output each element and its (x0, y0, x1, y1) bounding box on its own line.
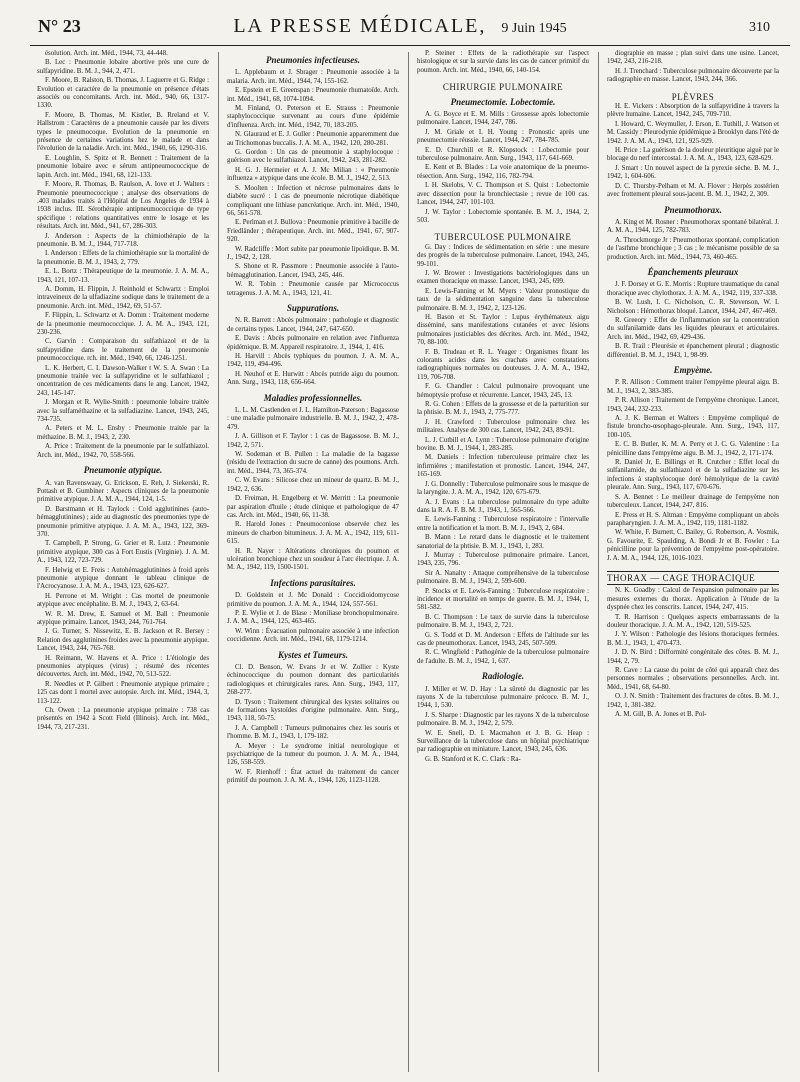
reference-entry: H. Harvill : Abcès typhiques du poumon. J. A. M. A., 1942, 119, 494-496. (227, 353, 399, 369)
column-1 (37, 50, 209, 1080)
reference-entry: N. R. Barrett : Abcès pulmonaire : pathologie et diagnostic de certains types. Lancet, 1944, 247, 647-650. (227, 317, 399, 333)
reference-entry: F. G. Chandler : Calcul pulmonaire provoquant une hémoptysie profuse et récurrente. Lancet, 1943, 245, 13. (417, 383, 589, 399)
reference-entry: J. F. Dorsey et G. E. Morris : Rupture traumatique du canal thoracique avec chylothorax. J. A. M. A., 1942, 119, 337-338. (607, 281, 779, 297)
reference-entry: R. Needles et P. Gilbert : Pneumonie atypique primaire ; 125 cas dont 1 mortel avec autopsie. Arch. int. Méd., 1944, 3, 113-122. (37, 680, 209, 705)
reference-entry: P. R. Allison : Comment traiter l'empyème pleural aigu. B. M. J., 1943, 2, 383-385. (607, 379, 779, 395)
reference-entry: J. M. Griale et I. H. Young : Pronostic après une pneumectomie réussie. Lancet, 1944, 247, 784-785. (417, 128, 589, 145)
journal-name: LA PRESSE MÉDICALE, (233, 15, 487, 37)
reference-entry: B. Mann : Le retard dans le diagnostic et le traitement sanatorial de la phtisie. B. M. J., 1943, 1, 283. (417, 534, 589, 550)
reference-entry: Cl. D. Benson, W. Evans Jr et W. Zollier : Kyste échinococcique du poumon donnant des particularités radiologiques et chirurgicales rares. Ann. Surg., 1943, 117, 268-277. (227, 664, 399, 697)
reference-entry: F. B. Trudeau et R. L. Yeager : Organismes fixant les colorants acides dans les crachats avec constatations radiographiques normales ou douteuses. J. A. M. A., 1942, 119, 706-708. (417, 348, 589, 381)
reference-entry: F. Moore, R. Thomas, B. Raulson, A. Iove et J. Walters : Pneumonie pneumococcique ; analyse des observations de .403 malades traités à l'Hôpital de Los Angeles de 1934 à 1938 inclus. III. Sérothérapie antipneumococcique de type spécifique : relations quantitatives entre le losage et les résultats. Arch. int. Méd., 941, 67, 286-303. (37, 181, 209, 231)
reference-entry: R. C. Wingfield : Pathogénie de la tuberculose pulmonaire de l'adulte. B. M. J., 1942, 1, 637. (417, 649, 589, 665)
reference-entry: E. Perlman et J. Bullova : Pneumonie primitive à bacille de Friedländer ; thérapeutique. Arch. int. Méd., 1941, 67, 907-920. (227, 219, 399, 244)
column-divider (408, 52, 409, 1072)
reference-entry: F. Flippin, L. Schwartz et A. Domm : Traitement moderne de la pneumonie meumococcique. J. A. M. A., 1943, 121, 230-236. (37, 312, 209, 336)
reference-entry: S. Moolten : Infection et nécrose pulmonaires dans le diabète sucré : 1 cas de pneumonie nécrotique diabétique compliquant une lithiase pancréatique. Arch. int. Méd., 1940, 66, 561-578. (227, 184, 399, 217)
reference-entry: D. Goldstein et J. Mc Donald : Coccidioidomycose primitive du poumon. J. A. M. A., 1944, 124, 557-561. (227, 592, 399, 608)
reference-entry: J. Smart : Un nouvel aspect de la pyrexie sèche. B. M. J., 1942, 1, 604-606. (607, 164, 779, 181)
reference-entry: E. Lewis-Fanning : Tuberculose respiratoire : l'intervalle entre la notification et la mort. B. M. J., 1943, 2, 684. (417, 516, 589, 532)
page-number: 310 (749, 20, 770, 35)
reference-entry: E. Lewis-Fanning et M. Myers : Valeur pronostique du taux de la sédimentation sanguine dans la tuberculose pulmonaire. B. M. J., 1942, 2, 123-126. (417, 287, 589, 312)
reference-entry: A. Domm, H. Flippin, J. Reinhold et Schwartz : Emploi intraveineux de la ulfadiazine sodique dans le traitement de a pneumonie. Arch. int. Méd., 1942, 69, 51-57. (37, 285, 209, 310)
subsection-heading: Maladies professionnelles. (263, 392, 363, 403)
reference-entry: F. Moore, B. Ralston, B. Thomas, J. Laguerre et G. Ridge : Evolution et caractère de la pneumonie en présence d'états associés ou concomitants. Arch. int. Méd., 940, 66, 1317-1330. (37, 77, 209, 110)
reference-entry: J. Y. Wilson : Pathologie des lésions thoraciques fermées. B. M. J., 1943, 1, 470-473. (607, 631, 779, 647)
reference-entry: J. A. Campbell : Tumeurs pulmonaires chez les souris et l'homme. B. M. J., 1943, 1, 179-182. (227, 724, 399, 741)
subsection-heading: Épanchements pleuraux (647, 266, 739, 277)
reference-entry: D. C. Thursby-Pelham et M. A. Flover : Herpès zostérien avec frottement pleural sous-jacent. B. M. J., 1942, 2, 309. (607, 182, 779, 199)
section-heading: PLÈVRES (671, 91, 715, 102)
reference-entry: J. Miller et W. D. Hay : La sûreté du diagnostic par les rayons X de la tuberculose pulmonaire précoce. B. M. J., 1944, 1, 530. (417, 685, 589, 710)
reference-entry: G. Day : Indices de sédimentation en série : une mesure des progrès de la tuberculose pulmonaire. Lancet, 1943, 245, 99-101. (417, 243, 589, 268)
reference-entry: I. H. Skelobs, V. C. Thompson et S. Quist : Lobectomie avec dissection pour la bronchiectasie ; revue de 100 cas. Lancet, 1944, 247, 101-103. (417, 182, 589, 207)
reference-entry: H. G. J. Hermeier et A. J. Mc Milian : « Pneumonie influenza » atypique dans une école. B. M. J., 1942, 2, 513. (227, 166, 399, 183)
reference-entry: A. van Ravenswaay, G. Erickson, E. Reh, J. Siekerski, R. Pottash et B. Gumbiner : Aspects cliniques de la pneumonie primitive atypique. J. A. M. A., 1944, 124, 1-5. (37, 479, 209, 504)
reference-entry: H. R. Nayer : Altérations chroniques du poumon et ulcération bronchique chez un soudeur à l'arc électrique. J. A. M. A., 1942, 119, 1500-1501. (227, 547, 399, 572)
reference-entry: L. K. Herbert, C. I. Dawson-Walker t W. S. A. Swan : La pneumonie traitée vec la sulfapyridine et le sulfathiazol ; oncentration de ces médicaments dans le ang. Lancet, 1942, 243, 145-147. (37, 364, 209, 397)
reference-entry: J. W. Brower : Investigations bactériologiques dans un examen thoracique en masse. Lancet, 1943, 245, 699. (417, 269, 589, 286)
section-heading: THORAX — CAGE THORACIQUE (607, 571, 779, 585)
reference-entry: E. Loughlin, S. Spitz et R. Bennett : Traitement de la pneumonie lobaire avec e sérum antipneumococcique de lapin. Arch. int. Méd., 1941, 68, 121-133. (37, 154, 209, 179)
reference-entry: H. Perrone et M. Wright : Cas mortel de pneumonie atypique avec encéphalite. B. M. J., 1943, 2, 63-64. (37, 592, 209, 609)
reference-entry: A. J. Evans : La tuberculose pulmonaire du type adulte dans la R. A. F. B. M. J., 1943, 1, 565-566. (417, 498, 589, 514)
reference-entry: H. Reimann, W. Havens et A. Price : L'étiologie des pneumonies atypiques (virus) ; résumé des récentes découvertes. Arch. int. Méd., 1942, 70, 513-522. (37, 654, 209, 679)
reference-entry: L. Applebaum et J. Sbrager : Pneumonie associée à la malaria. Arch. int. Méd., 1944, 74, 155-162. (227, 69, 399, 85)
reference-entry: R. G. Cohen : Effets de la grossesse et de la parturition sur la phtisie. B. M. J., 1943, 2, 775-777. (417, 401, 589, 417)
reference-entry: R. Harold Jones : Pneumoconiose observée chez les mineurs de charbon bitumineux. J. A. M. A., 1942, 119, 611-615. (227, 521, 399, 546)
reference-entry: A. King et M. Rosner : Pneumothorax spontané bilatéral. J. A. M. A., 1944, 125, 782-783. (607, 218, 779, 235)
reference-entry: J. H. Crawford : Tuberculose pulmonaire chez les militaires. Analyse de 300 cas. Lancet, 1942, 243, 89-91. (417, 418, 589, 435)
reference-entry: C. W. Evans : Silicose chez un mineur de quartz. B. M. J., 1942, 2, 636. (227, 477, 399, 493)
journal-title (0, 15, 800, 38)
reference-entry: P. Stocks et E. Lewis-Fanning : Tuberculose respiratoire : incidence et mortalité en temps de guerre. B. M. J., 1944, 1, 581-582. (417, 587, 589, 612)
reference-entry: M. Daniels : Infection tuberculeuse primaire chez les infirmières ; manifestation et pronostic. Lancet, 1944, 247, 165-169. (417, 454, 589, 479)
reference-entry: J. Morgan et R. Wylie-Smith : pneumonie lobaire traitée avec la sulfaméthazine et la sulfadiazine. Lancet, 1943, 245, 734-735. (37, 399, 209, 424)
reference-entry: W. Winn : Évacuation pulmonaire associée à une infection coccidienne. Arch. int. Méd., 1941, 68, 1179-1214. (227, 627, 399, 644)
reference-entry: B. Lec : Pneumonie lobaire abortive près une cure de sulfapyridine. B. M. J., 944, 2, 471. (37, 59, 209, 75)
reference-entry: J. Anderson : Aspects de la chimiothérapie de la pneumonie. B. M. J., 1944, 717-718. (37, 232, 209, 248)
column-3 (417, 50, 589, 1080)
subsection-heading: Pneumothorax. (664, 204, 722, 215)
reference-entry: D. Freiman, H. Engelberg et W. Merritt : La pneumonie par aspiration d'huile ; étude clinique et pathologique de 47 cas. Arch. int. Méd., 1940, 66, 11-38. (227, 495, 399, 519)
reference-entry: J. G. Turner, S. Nissewitz, E. B. Jackson et R. Bersey : Relation des agglutinines froides avec la pneumonie atypique. Lancet, 1943, 244, 765-768. (37, 628, 209, 653)
reference-entry: J. W. Taylor : Lobectomie spontanée. B. M. J., 1944, 2, 503. (417, 208, 589, 224)
reference-entry: M. Finland, O. Peterson et E. Strauss : Pneumonie staphylococcique survenant au cours d'une épidémie d'influenza. Arch. int. Méd., 1942, 70, 183-205. (227, 105, 399, 129)
reference-entry: A. J. K. Berman et Walters : Empyème compliqué de fistule broncho-œsophago-pleurale. Ann. Surg., 1943, 117, 100-105. (607, 415, 779, 439)
reference-entry: diographie en masse ; plan suivi dans une usine. Lancet, 1942, 243, 216-218. (607, 50, 779, 66)
reference-entry: G. Gordon : Un cas de pneumonie à staphylocoque : guérison avec le sulfathiazol. Lancet, 1942, 243, 281-282. (227, 149, 399, 165)
reference-entry: R. Greeory : Effet de l'inflammation sur la concentration du sulfanilamide dans les liquides pleuraux et articulaires. Arch. int. Méd., 1942, 69, 429-436. (607, 316, 779, 341)
reference-entry: R. Daniel Jr, E. Billings et R. Crutcher : Effet local du sulfanilamide, du sulfathiazol et de la sulfadiazine sur les infections à staphylocoque doré hémolytique de la cavité pleurale. Ann. Surg., 1943, 117, 670-676. (607, 459, 779, 492)
subsection-heading: Pneumonie atypique. (83, 465, 163, 476)
column-4 (607, 50, 779, 1080)
subsection-heading: Infections parasitaires. (270, 577, 356, 588)
reference-entry: J. A. Gillison et F. Taylor : 1 cas de Bagassose. B. M. J., 1942, 2, 571. (227, 433, 399, 449)
reference-entry: N. Glauraud et E. J. Guller : Pneumonie apparemment due au Trichomonas buccalis. J. A. M. A., 1942, 120, 280-281. (227, 131, 399, 147)
reference-entry: P. R. Allison : Traitement de l'empyème chronique. Lancet, 1943, 244, 232-233. (607, 397, 779, 413)
reference-entry: J. D. N. Bird : Difformité congénitale des côtes. B. M. J., 1944, 2, 79. (607, 649, 779, 665)
column-2 (227, 50, 399, 1080)
section-heading: TUBERCULOSE PULMONAIRE (434, 232, 572, 243)
reference-entry: S. Shone et R. Passmore : Pneumonie associée à l'auto-hémagglutination. Lancet, 1943, 245, 446. (227, 263, 399, 279)
reference-entry: O. J. N. Smith : Traitement des fractures de côtes. B. M. J., 1942, 1, 381-382. (607, 693, 779, 709)
reference-entry: E. D. Churchill et R. Klopstock : Lobectomie pour tuberculose pulmonaire. Ann. Surg., 1943, 117, 641-669. (417, 146, 589, 163)
reference-entry: W. Radcliffe : Mort subite par pneumonie lipoïdique. B. M. J., 1942, 2, 128. (227, 245, 399, 261)
reference-entry: P. E. Wylie et J. de Blase : Moniliase bronchopulmonaire. J. A. M. A., 1944, 125, 463-465. (227, 609, 399, 626)
reference-entry: E. L. Bortz : Thérapeutique de la meumonie. J. A. M. A., 1943, 121, 107-13. (37, 268, 209, 284)
reference-entry: E. C. B. Butler, K. M. A. Perry et J. C. G. Valentine : La pénicilline dans l'empyème aigu. B. M. J., 1942, 2, 171-174. (607, 441, 779, 457)
reference-entry: T. Campbell, P. Strong, G. Grier et R. Lutz : Pneumonie primitive atypique, 300 cas à Fort Eustis (Virginie). J. A. M. A., 1943, 122, 723-729. (37, 540, 209, 565)
reference-entry: A. M. Gill, B. A. Jones et B. Pol- (615, 711, 707, 719)
reference-entry: F. Moore, B. Thomas, M. Kistler, B. Rreland et V. Hallstrom : Caractères de a pneumonie causée par les divers types le pneumocoque. Evolution de la pneumonie en présence de certaines variations hez le malade et dans l'évolution de la naladie. Arch. int. Méd., 1940, 66, 1290-316. (37, 111, 209, 153)
reference-entry: H. Price : La guérison de la douleur pleuritique aiguë par le blocage du nerf intercostal. J. A. M. A., 1943, 123, 628-629. (607, 147, 779, 163)
reference-entry: J. S. Sharpe : Diagnostic par les rayons X de la tuberculose pulmonaire. B. M. J., 1942, 2, 579. (417, 711, 589, 728)
reference-entry: H. E. Vickers : Absorption de la sulfapyridine à travers la plèvre humaine. Lancet, 1942, 245, 709-710. (607, 103, 779, 119)
reference-entry: E. Press et H. S. Altman : Empyème compliquant un abcès parapharyngien. J. A. M. A., 1942, 119, 1181-1182. (607, 511, 779, 527)
reference-entry: W. R. M. Drew, E. Samuel et M. Ball : Pneumonie atypique primaire. Lancet, 1943, 244, 761-764. (37, 610, 209, 626)
reference-entry: A. Meyer : Le syndrome initial neurologique et psychiatrique de la tumeur du poumon. J. A. M. A., 1944, 126, 558-559. (227, 742, 399, 767)
column-divider (218, 52, 219, 1072)
subsection-heading: Empyème. (673, 365, 713, 375)
reference-entry: A. Throckmorge Jr : Pneumothorax spontané, complication de l'asthme bronchique ; 3 cas ; le mécanisme possible de sa production. Arch. int. Méd., 1944, 73, 460-465. (607, 236, 779, 261)
subsection-heading: Suppurations. (286, 302, 340, 313)
reference-entry: P. Steiner : Effets de la radiothérapie sur l'aspect histologique et sur la survie dans les cas de cancer primitif du poumon. Arch. int. Méd., 1940, 66, 140-154. (417, 50, 589, 74)
page-header (0, 0, 800, 50)
reference-entry: E. Davis : Abcès pulmonaire en relation avec l'influenza épidémique. B. M. Appareil respiratoire. J., 1944, 1, 416. (227, 335, 399, 351)
reference-entry: W. Sodeman et B. Pullen : La maladie de la bagasse (résidu de l'extraction du sucre de canne) des poumons. Arch. int. Méd., 1944, 73, 365-374. (227, 451, 399, 475)
reference-entry: A. Price : Traitement de la pneumonie par le sulfathiazol. Arch. int. Méd., 1942, 70, 558-566. (37, 443, 209, 459)
reference-entry: W. White, F. Burnett, C. Bailey, G. Robertson, A. Vosmik, G. Favourite, E. Spaulding, A. Bondi Jr et B. Fowler : La pénicilline pour la prévention de l'empyème post-opératoire. J. A. M. A., 1944, 126, 1016-1023. (607, 529, 779, 562)
reference-entry: J. G. Donnelly : Tuberculose pulmonaire sous le masque de la laryngite. J. A. M. A., 1942, 120, 675-679. (417, 480, 589, 497)
reference-entry: R. Cave : La cause du point de côté qui apparaît chez des personnes normales ; observations personnelles. Arch. int. Méd., 1941, 68, 64-80. (607, 667, 779, 691)
reference-entry: B. W. Lush, I. C. Nicholson, C. R. Stevenson, W. I. Nicholson : Hémothorax bloqué. Lancet, 1944, 247, 467-469. (607, 299, 779, 315)
reference-entry: L. L. M. Castlenden et J. L. Hamilton-Paterson : Bagassose : une maladie pulmonaire industrielle. B. M. J., 1942, 2, 478-479. (227, 407, 399, 431)
reference-entry: B. C. Thompson : Le taux de survie dans la tuberculose pulmonaire. B. M. J., 1943, 2, 721. (417, 613, 589, 630)
reference-entry: E. Kent et B. Blades : La voie anatomique de la pneumo-résection. Ann. Surg., 1942, 116, 782-794. (417, 164, 589, 180)
reference-entry: W. F. Rienhoff : État actuel du traitement du cancer primitif du poumon. J. A. M. A., 1944, 126, 1123-1128. (227, 768, 399, 785)
column-divider (598, 52, 599, 1072)
reference-entry: Ch. Owen : La pneumonie atypique primaire : 738 cas présentés en 1942 à Scott Field (Illinois). Arch. int. Méd., 1944, 73, 217-231. (37, 707, 209, 731)
section-heading: CHIRURGIE PULMONAIRE (442, 82, 564, 93)
reference-entry: F. Helwig et E. Freis : Autohémagglutinines à froid après pneumonie atypique donnant le tableau clinique de l'Acrocyanose. J. A. M. A., 1943, 123, 626-627. (37, 566, 209, 591)
reference-entry: W. R. Tobin : Pneumonie causée par Micrococcus tetragenus. J. A. M. A., 1943, 121, 41. (227, 281, 399, 297)
reference-entry: J. Murray : Tuberculose pulmonaire primaire. Lancet, 1943, 235, 796. (417, 551, 589, 568)
reference-entry: G. S. Todd et D. M. Anderson : Effets de l'altitude sur les cas de pneumothorax. Lancet, 1943, 245, 507-509. (417, 631, 589, 647)
reference-entry: ésolution. Arch. int. Méd., 1944, 73, 44-448. (45, 50, 168, 57)
reference-entry: H. J. Trenchard : Tuberculose pulmonaire découverte par la radiographie en masse. Lancet, 1943, 244, 366. (607, 67, 779, 84)
reference-entry: A. G. Boyce et E. M. Mills : Grossesse après lobectomie pulmonaire. Lancet, 1944, 247, 786. (417, 111, 589, 127)
issue-number: N° 23 (38, 16, 81, 36)
reference-entry: D. Barstmann et H. Taylock : Cold agglutinines (auto-hémagglutinines) ; aide au diagnostic des pneumonies type de pneumonie primitive atypique. J. A. M. A., 1943, 122, 369-370. (37, 505, 209, 538)
reference-entry: B. R. Trail : Pleurésie et épanchement pleural ; diagnostic différentiel. B. M. J., 1943, 1, 98-99. (607, 343, 779, 359)
subsection-heading: Radiologie. (481, 671, 525, 682)
reference-entry: W. E. Snell, D. I. Macmahon et J. B. G. Heap : Surveillance de la tuberculose dans un hôpital psychiatrique par radiographie en miniature. Lancet, 1943, 245, 636. (417, 729, 589, 754)
reference-entry: L. J. Cutbill et A. Lynn : Tuberculose pulmonaire d'origine bovine. B. M. J., 1944, 1, 283-285. (417, 436, 589, 453)
reference-entry: N. K. Goadby : Calcul de l'expansion pulmonaire par les mesures externes du thorax. Application à l'étude de la dyspnée chez les conscrits. Lancet, 1944, 247, 415. (607, 587, 779, 612)
reference-entry: G. B. Stanford et K. C. Clark : Ra- (425, 755, 521, 763)
reference-entry: D. Tyson : Traitement chirurgical des kystes solitaires ou de formations kystoïdes d'origine pulmonaire. Ann. Surg., 1943, 118, 50-75. (227, 698, 399, 723)
reference-entry: T. R. Harrison : Quelques aspects embarrassants de la douleur thoracique. J. A. M. A., 1942, 120, 519-525. (607, 613, 779, 629)
reference-entry: A. Peters et M. L. Ensby : Pneumonie traitée par la méthazine. B. M. J., 1943, 2, 230. (37, 425, 209, 441)
subsection-heading: Pneumonies infectieuses. (266, 55, 360, 65)
subsection-heading: Kystes et Tumeurs. (278, 649, 348, 660)
subsection-heading: Pneumectomie. Lobectomie. (450, 96, 556, 107)
reference-entry: H. Bason et St. Taylor : Lupus érythémateux aigu disséminé, sans manifestations cutanées et avec lésions pulmonaires justiciables des décrites. Arch. int. Méd., 1942, 70, 88-100. (417, 313, 589, 347)
issue-date: 9 Juin 1945 (501, 21, 567, 36)
reference-entry: E. Epstein et E. Greenspan : Pneumonie rhumatoïde. Arch. int. Méd., 1941, 68, 1074-1094. (227, 87, 399, 103)
reference-entry: I. Howard, C. Weymuller, J. Erson, E. Tuthill, J. Watson et M. Cassidy : Pleurodynie épidémique à Brooklyn dans l'été de 1942. J. A. M. A., 1943, 121, 925-929. (607, 120, 779, 145)
header-rule (30, 45, 790, 46)
reference-entry: C. Garvin : Comparaison du sulfathiazol et de la sulfapyridine dans le traitement de la pneumonie pneumococcique. rch. int. Méd., 1940, 66, 1246-1251. (37, 338, 209, 363)
reference-entry: H. Neuhof et E. Hurwitt : Abcès putride aigu du poumon. Ann. Surg., 1943, 118, 656-664. (227, 370, 399, 387)
reference-entry: I. Anderson : Effets de la chimiothérapie sur la mortalité de la pneumonie. B. M. J., 1943, 2, 779. (37, 250, 209, 266)
reference-entry: Sir A. Nanalty : Attaque compréhensive de la tuberculose pulmonaire. B. M. J., 1943, 2, 599-600. (417, 569, 589, 586)
reference-entry: S. A. Bennet : Le meilleur drainage de l'empyème non tuberculeux. Lancet, 1944, 247, 816. (607, 493, 779, 510)
